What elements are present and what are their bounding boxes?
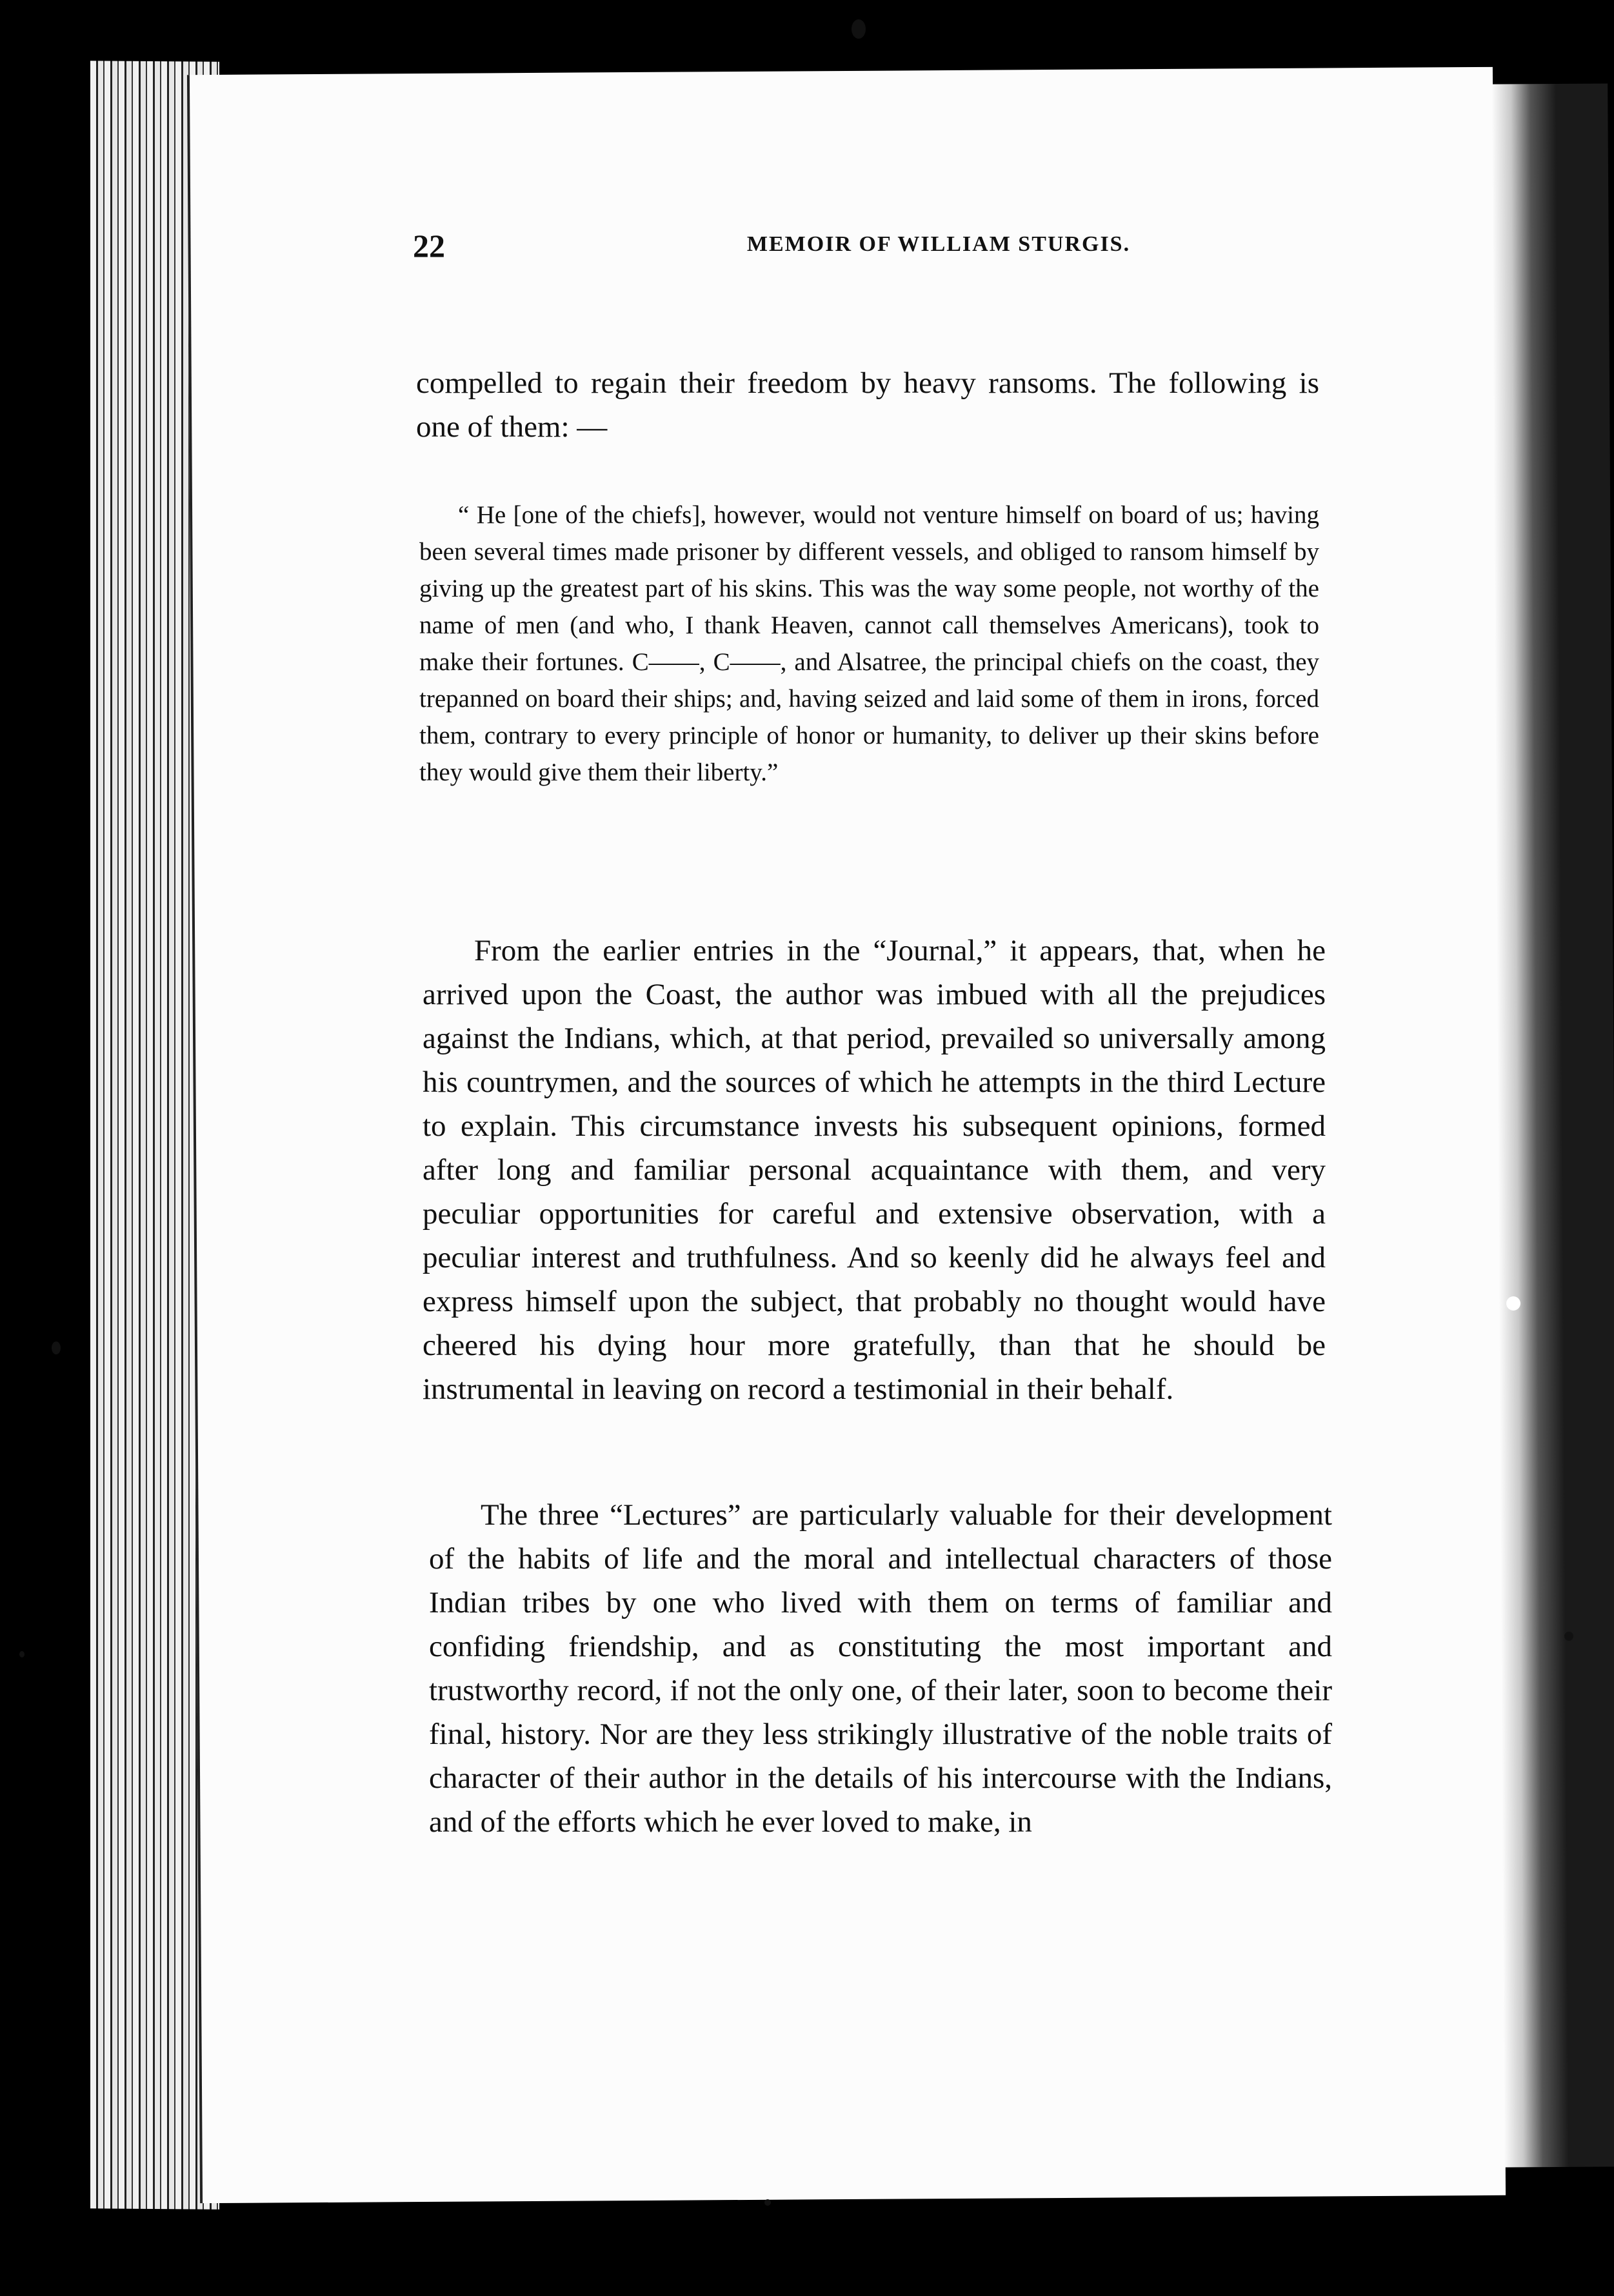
page-number: 22 — [413, 228, 445, 264]
speck — [764, 2199, 771, 2206]
paragraph-journal — [423, 929, 1326, 1411]
paragraph-lectures — [429, 1493, 1332, 1844]
speck — [1506, 1296, 1520, 1311]
page-header — [219, 227, 1348, 272]
running-head: MEMOIR OF WILLIAM STURGIS. — [746, 232, 1131, 256]
quote-text: “ He [one of the chiefs], however, would not venture himself on board of us; having been several times made prisoner by different vessels, and obliged to ransom himself by giving up the greatest part of his skins. This was the way some people, not worthy of the name of men (and who, I thank Heaven, cannot call themselves Americans), took to make their fortunes. C——, C——, and Alsatree, the principal chiefs on the coast, they trepanned on board their ships; and, having seized and laid some of them in irons, forced them, contrary to every principle of honor or humanity, to deliver up their skins before they would give them their liberty.” — [419, 501, 1319, 786]
paragraph-text: The three “Lectures” are particularly valuable for their development of the habits of life and the moral and intellectual characters of those Indian tribes by one who lived with them on terms of familiar and confiding friendship, and as constituting the most important and trustworthy record, if not the only one, of their later, soon to become their final, history. Nor are they less strikingly illustrative of the noble traits of character of their author in the details of his intercourse with the Indians, and of the efforts which he ever loved to make, in — [429, 1498, 1332, 1839]
speck — [19, 1651, 25, 1658]
speck — [52, 1341, 61, 1354]
block-quote — [419, 497, 1319, 791]
page-gutter-shadow — [1491, 83, 1614, 2167]
paragraph-opening — [416, 361, 1319, 449]
paragraph-text: compelled to regain their freedom by heavy ransoms. The following is one of them: — — [416, 366, 1319, 444]
speck — [1564, 1632, 1573, 1641]
paragraph-text: From the earlier entries in the “Journal,” it appears, that, when he arrived upon the Coast, the author was imbued with all the prejudices against the Indians, which, at that period, prevailed so universally among his countrymen, and the sources of which he attempts in the third Lecture to explain. This circumstance invests his subsequent opinions, formed after long and familiar personal acquaintance with them, and very peculiar opportunities for careful and extensive observation, with a peculiar interest and truthfulness. And so keenly did he always feel and express himself upon the subject, that probably no thought would have cheered his dying hour more gratefully, than that he should be instrumental in leaving on record a testimonial in their behalf. — [423, 934, 1326, 1406]
speck — [852, 19, 866, 39]
